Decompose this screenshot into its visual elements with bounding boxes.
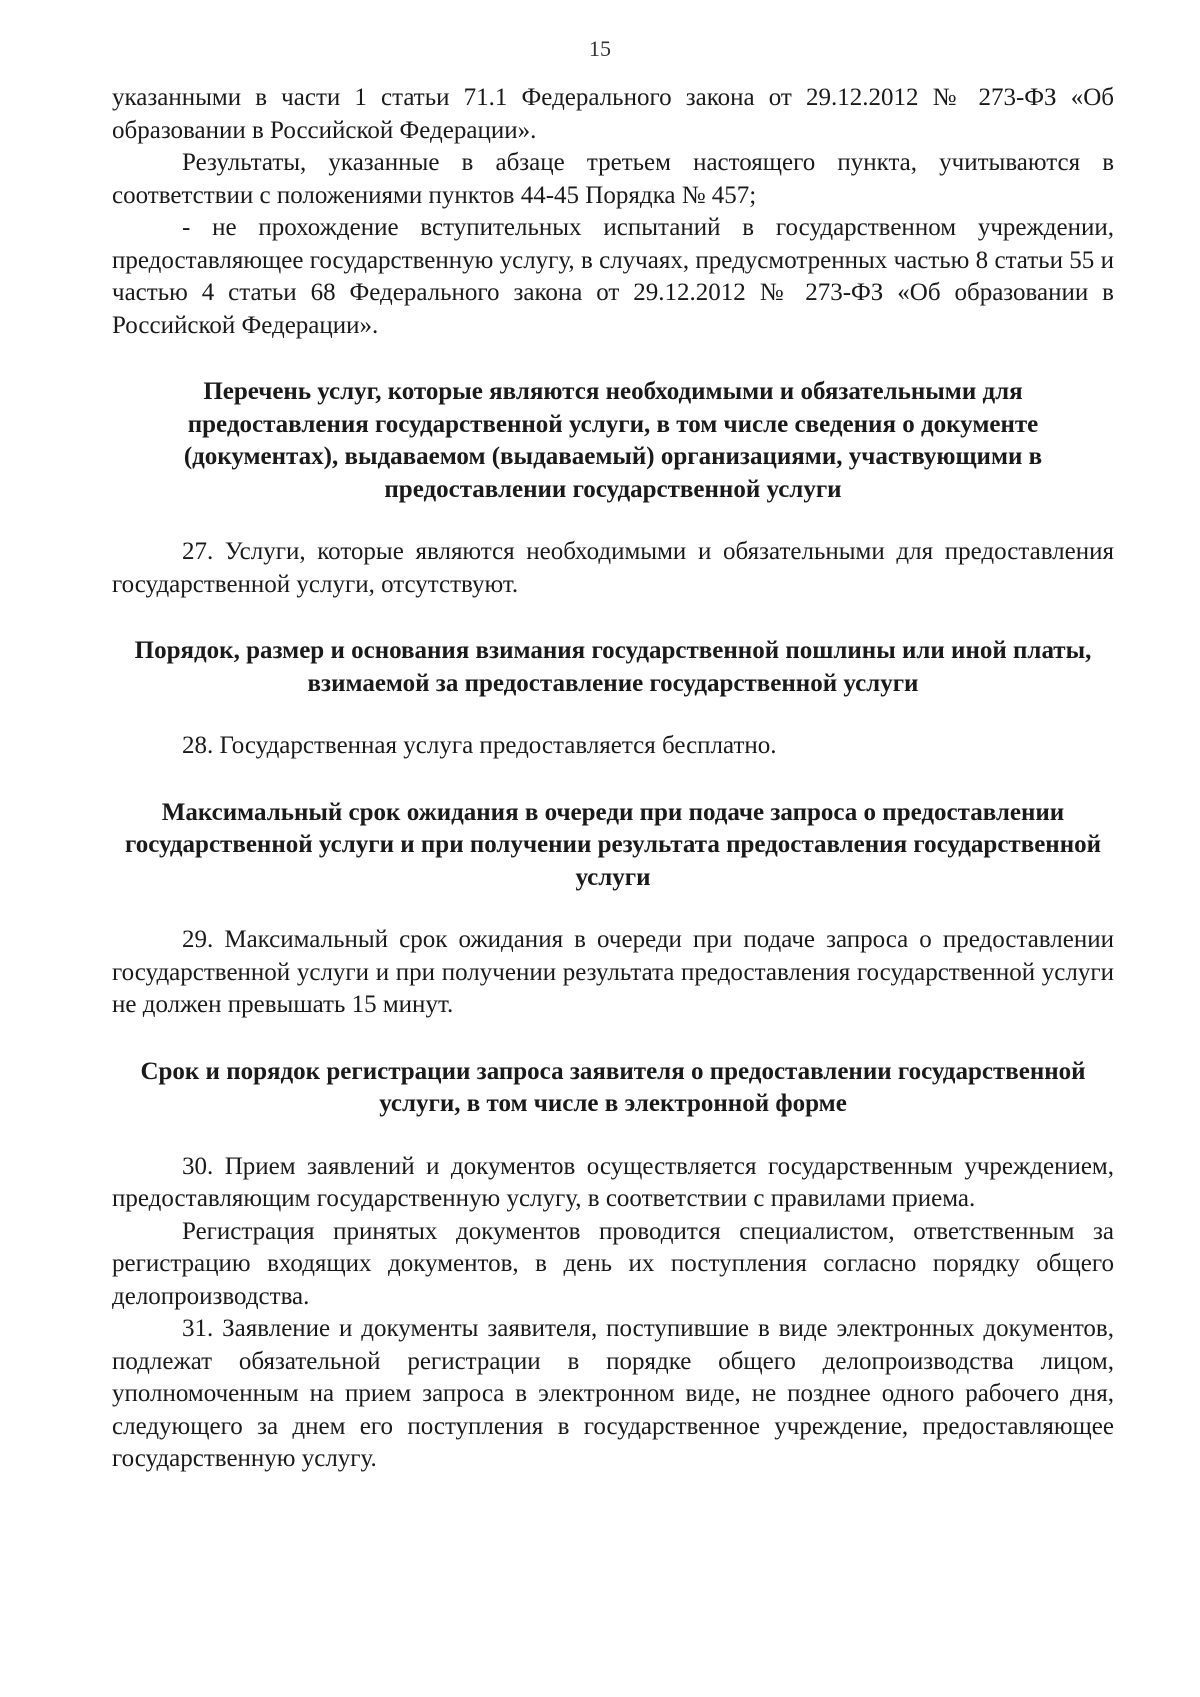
section-heading-required-services: Перечень услуг, которые являются необходимыми и обязательными для предоставления государственной услуги, в том числе сведения о документе (документах), выдаваемом (выдаваемый) организациями, участвующими в предоставлении государственной услуги: [183, 378, 1043, 503]
paragraph-30: 30. Прием заявлений и документов осуществляется государственным учреждением, предоставляющим государственную услугу, в соответствии с правилами приема.: [112, 1152, 1114, 1212]
paragraph-entrance-tests: - не прохождение вступительных испытаний в государственном учреждении, предоставляющее государственную услугу, в случаях, предусмотренных частью 8 статьи 55 и частью 4 статьи 68 Федерального закона от 29.12.2012 № 273-ФЗ «Об образовании в Российской Федерации».: [112, 214, 1114, 339]
document-body: [112, 82, 1114, 1476]
paragraph-results: Результаты, указанные в абзаце третьем настоящего пункта, учитываются в соответствии с положениями пунктов 44-45 Порядка № 457;: [112, 149, 1114, 209]
paragraph-31: 31. Заявление и документы заявителя, поступившие в виде электронных документов, подлежат обязательной регистрации в порядке общего делопроизводства лицом, уполномоченным на прием запроса в электронном виде, не позднее одного рабочего дня, следующего за днем его поступления в государственное учреждение, предоставляющее государственную услугу.: [112, 1315, 1114, 1472]
section-heading-max-wait-time: Максимальный срок ожидания в очереди при подаче запроса о предоставлении государственной услуги и при получении результата предоставления государственной услуги: [124, 798, 1102, 891]
paragraph-29: 29. Максимальный срок ожидания в очереди при подаче запроса о предоставлении государственной услуги и при получении результата предоставления государственной услуги не должен превышать 15 минут.: [112, 926, 1114, 1018]
section-heading-state-fee: Порядок, размер и основания взимания государственной пошлины или иной платы, взимаемой за предоставление государственной услуги: [134, 637, 1092, 697]
paragraph-27: 27. Услуги, которые являются необходимыми и обязательными для предоставления государственной услуги, отсутствуют.: [112, 538, 1114, 598]
paragraph-continuation: указанными в части 1 статьи 71.1 Федерального закона от 29.12.2012 № 273-ФЗ «Об образовании в Российской Федерации».: [112, 84, 1114, 144]
page-number: 15: [589, 36, 611, 61]
paragraph-30-registration: Регистрация принятых документов проводится специалистом, ответственным за регистрацию входящих документов, в день их поступления согласно порядку общего делопроизводства.: [112, 1217, 1114, 1310]
section-heading-registration: Срок и порядок регистрации запроса заявителя о предоставлении государственной услуги, в том числе в электронной форме: [140, 1057, 1086, 1117]
paragraph-28: 28. Государственная услуга предоставляется бесплатно.: [182, 732, 777, 759]
